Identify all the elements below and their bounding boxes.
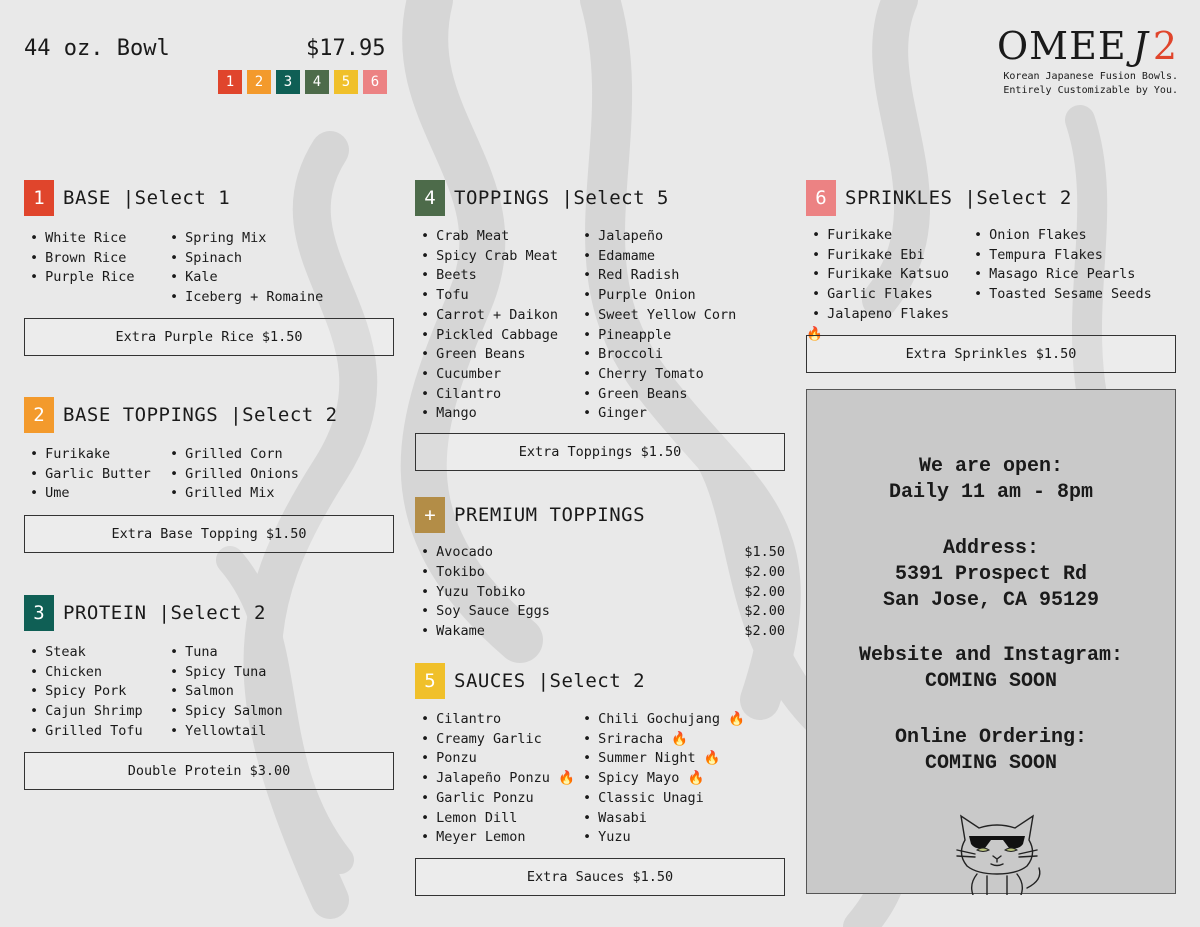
step-chips [218,70,387,94]
menu-item: • Yuzu [577,828,777,848]
premium-item-name: • Avocado [415,543,493,563]
extra-option-box: Extra Sprinkles $1.50 [806,335,1176,373]
menu-item: • Carrot + Daikon [415,306,577,326]
ordering-status: COMING SOON [924,752,1058,775]
menu-item: • Toasted Sesame Seeds [968,285,1168,305]
section-header [24,180,394,216]
section-header [24,397,394,433]
section-title: SAUCES |Select 2 [454,670,646,692]
menu-item: • Creamy Garlic [415,730,577,750]
section-header [806,180,1176,216]
menu-item: • Cilantro [415,710,577,730]
menu-item: • Sriracha 🔥 [577,730,777,750]
section-header [415,663,785,699]
menu-item: • Kale [164,268,364,288]
bowl-price: $17.95 [306,36,386,61]
premium-item-row [415,563,785,583]
menu-item: • Pineapple [577,326,777,346]
bowl-size-title: 44 oz. Bowl [24,36,170,61]
address-label: Address: [942,537,1039,560]
menu-item: • Furikake Ebi [806,246,968,266]
menu-item: • Furikake [806,226,968,246]
menu-item: • Sweet Yellow Corn [577,306,777,326]
menu-item: • Ponzu [415,749,577,769]
address-line-2: San Jose, CA 95129 [882,589,1100,612]
menu-item: • Green Beans [577,385,777,405]
menu-item: • Ume [24,484,164,504]
open-label: We are open: [918,455,1064,478]
menu-item: • Spicy Pork [24,682,164,702]
address-line-1: 5391 Prospect Rd [894,563,1088,586]
menu-item: • Garlic Flakes [806,285,968,305]
menu-item: • Chili Gochujang 🔥 [577,710,777,730]
menu-item: • Spicy Tuna [164,663,364,683]
logo-tagline-1: Korean Japanese Fusion Bowls. [1003,71,1178,82]
section-number-badge: 3 [24,595,54,631]
section-base-toppings [24,397,394,542]
hours-text: Daily 11 am - 8pm [888,481,1094,504]
section-item-list [806,226,1168,344]
section-title: BASE TOPPINGS |Select 2 [63,404,338,426]
menu-item: • Yellowtail [164,722,364,742]
menu-item: • Cherry Tomato [577,365,777,385]
section-item-list [415,227,777,424]
menu-item: • Spring Mix [164,229,364,249]
section-item-list [24,229,364,308]
menu-item: • Cajun Shrimp [24,702,164,722]
extra-option-box: Double Protein $3.00 [24,752,394,790]
premium-item-name: • Yuzu Tobiko [415,583,526,603]
logo-wordmark [997,26,1178,66]
menu-item: • Grilled Corn [164,445,364,465]
section-base [24,180,394,345]
menu-item: • Steak [24,643,164,663]
menu-item: • Mango [415,404,577,424]
cat-with-sunglasses-illustration [947,810,1047,895]
extra-option-box: Extra Purple Rice $1.50 [24,318,394,356]
menu-item: • Green Beans [415,345,577,365]
premium-badge: + [415,497,445,533]
section-number-badge: 1 [24,180,54,216]
menu-item: • Brown Rice [24,249,164,269]
section-title: TOPPINGS |Select 5 [454,187,669,209]
premium-item-price: $2.00 [744,583,785,600]
menu-item: • Tofu [415,286,577,306]
section-sauces [415,663,785,885]
section-item-list [24,445,364,504]
section-number-badge: 4 [415,180,445,216]
menu-item: • Lemon Dill [415,809,577,829]
premium-item-price: $2.00 [744,623,785,640]
step-chip: 3 [276,70,300,94]
section-number-badge: 6 [806,180,836,216]
step-chip: 1 [218,70,242,94]
section-title: SPRINKLES |Select 2 [845,187,1072,209]
step-chip: 2 [247,70,271,94]
menu-item: • Grilled Tofu [24,722,164,742]
logo-tagline-2: Entirely Customizable by You. [1003,85,1178,96]
menu-item: • Furikake Katsuo [806,265,968,285]
menu-item: • Jalapeño Ponzu 🔥 [415,769,577,789]
menu-item: • Spicy Crab Meat [415,247,577,267]
premium-item-row [415,602,785,622]
logo-omee: OMEE [997,24,1127,68]
menu-item: • Spicy Salmon [164,702,364,722]
premium-item-name: • Wakame [415,622,485,642]
menu-item: • Purple Rice [24,268,164,288]
menu-item: • Meyer Lemon [415,828,577,848]
menu-item: • Jalapeño [577,227,777,247]
menu-item: • Masago Rice Pearls [968,265,1168,285]
premium-list [415,543,785,642]
menu-item: • Cucumber [415,365,577,385]
menu-item: • Broccoli [577,345,777,365]
menu-item: • Jalapeno Flakes 🔥 [806,305,968,344]
info-panel [806,389,1176,894]
section-title: BASE |Select 1 [63,187,231,209]
menu-item: • Ginger [577,404,777,424]
step-chip: 6 [363,70,387,94]
menu-item: • Spinach [164,249,364,269]
section-premium-toppings [415,497,785,642]
logo-j: J [1132,24,1149,68]
section-protein [24,595,394,779]
menu-item: • Summer Night 🔥 [577,749,777,769]
menu-item: • Red Radish [577,266,777,286]
menu-item: • Purple Onion [577,286,777,306]
menu-item: • Beets [415,266,577,286]
menu-item: • Tuna [164,643,364,663]
menu-item: • Furikake [24,445,164,465]
premium-item-price: $2.00 [744,603,785,620]
step-chip: 5 [334,70,358,94]
website-status: COMING SOON [924,670,1058,693]
menu-item: • Chicken [24,663,164,683]
menu-item: • Cilantro [415,385,577,405]
menu-item: • White Rice [24,229,164,249]
premium-title: PREMIUM TOPPINGS [454,504,646,526]
menu-item: • Tempura Flakes [968,246,1168,266]
menu-item: • Pickled Cabbage [415,326,577,346]
menu-item: • Grilled Onions [164,465,364,485]
section-number-badge: 5 [415,663,445,699]
ordering-label: Online Ordering: [894,726,1088,749]
section-number-badge: 2 [24,397,54,433]
section-sprinkles [806,180,1176,362]
section-header [24,595,394,631]
premium-item-row [415,622,785,642]
menu-item: • Garlic Butter [24,465,164,485]
premium-item-row [415,543,785,563]
premium-item-name: • Tokibo [415,563,485,583]
premium-item-row [415,583,785,603]
section-title: PROTEIN |Select 2 [63,602,266,624]
section-toppings [415,180,785,460]
menu-item: • Onion Flakes [968,226,1168,246]
premium-item-price: $1.50 [744,544,785,560]
menu-item: • Garlic Ponzu [415,789,577,809]
premium-item-name: • Soy Sauce Eggs [415,602,550,622]
menu-item: • Edamame [577,247,777,267]
menu-item: • Grilled Mix [164,484,364,504]
menu-item: • Wasabi [577,809,777,829]
website-label: Website and Instagram: [858,644,1124,667]
premium-item-price: $2.00 [744,563,785,580]
premium-header [415,497,785,533]
section-header [415,180,785,216]
extra-option-box: Extra Base Topping $1.50 [24,515,394,553]
section-item-list [24,643,364,742]
brand-logo [997,26,1178,98]
menu-item: • Classic Unagi [577,789,777,809]
logo-two: 2 [1152,24,1178,68]
extra-option-box: Extra Sauces $1.50 [415,858,785,896]
step-chip: 4 [305,70,329,94]
section-item-list [415,710,777,848]
menu-item: • Spicy Mayo 🔥 [577,769,777,789]
menu-item: • Crab Meat [415,227,577,247]
menu-item: • Salmon [164,682,364,702]
extra-option-box: Extra Toppings $1.50 [415,433,785,471]
menu-item: • Iceberg + Romaine [164,288,364,308]
